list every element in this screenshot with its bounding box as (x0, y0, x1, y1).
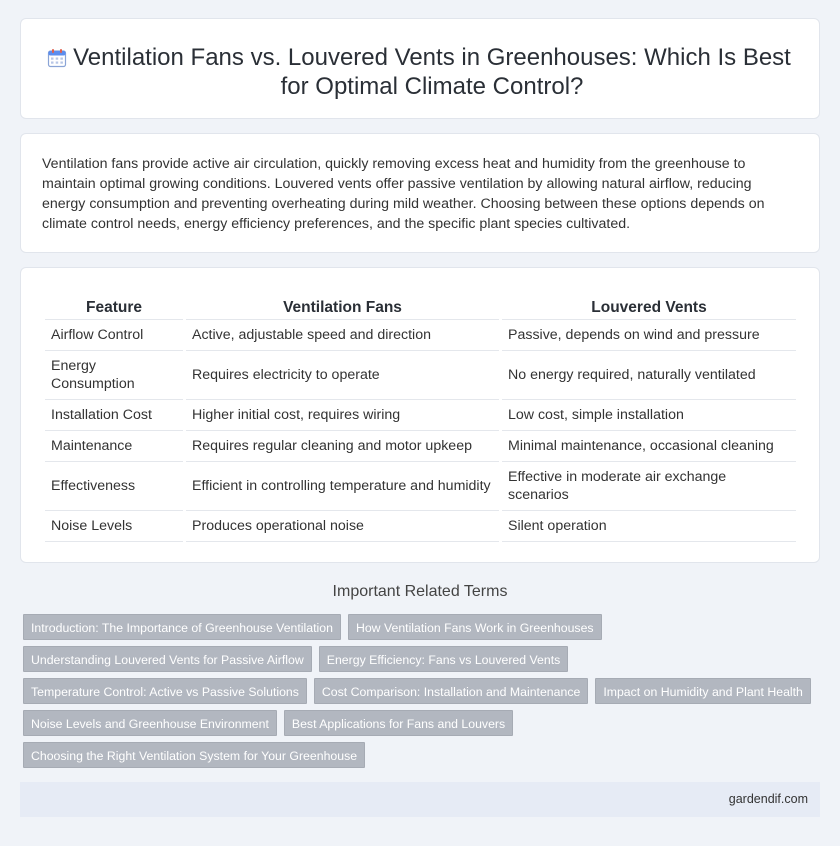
related-term-tag[interactable]: Energy Efficiency: Fans vs Louvered Vents (319, 646, 569, 672)
related-term-tag[interactable]: Temperature Control: Active vs Passive Solutions (23, 678, 307, 704)
header-ventilation-fans: Ventilation Fans (186, 295, 499, 320)
table-row (45, 320, 796, 351)
comparison-table-card (20, 267, 820, 563)
related-term-tag[interactable]: Noise Levels and Greenhouse Environment (23, 710, 277, 736)
table-cell-fans: Higher initial cost, requires wiring (186, 400, 499, 431)
table-cell-vents: Low cost, simple installation (502, 400, 796, 431)
intro-card (20, 133, 820, 253)
table-row (45, 431, 796, 462)
table-cell-feature: Effectiveness (45, 462, 183, 511)
table-row (45, 511, 796, 542)
related-term-tag[interactable]: Introduction: The Importance of Greenhouse Ventilation (23, 614, 341, 640)
table-cell-feature: Noise Levels (45, 511, 183, 542)
table-row (45, 400, 796, 431)
table-cell-feature: Maintenance (45, 431, 183, 462)
related-terms-heading: Important Related Terms (332, 583, 508, 600)
table-cell-vents: No energy required, naturally ventilated (502, 351, 796, 400)
table-cell-feature: Installation Cost (45, 400, 183, 431)
comparison-table (42, 295, 799, 542)
related-terms-tags (23, 614, 803, 774)
related-term-tag[interactable]: Understanding Louvered Vents for Passive Airflow (23, 646, 312, 672)
table-row (45, 351, 796, 400)
related-term-tag[interactable]: Impact on Humidity and Plant Health (595, 678, 811, 704)
table-row (45, 462, 796, 511)
table-cell-vents: Minimal maintenance, occasional cleaning (502, 431, 796, 462)
page-title: Ventilation Fans vs. Louvered Vents in Greenhouses: Which Is Best for Optimal Climate Control? (73, 44, 791, 100)
related-term-tag[interactable]: Choosing the Right Ventilation System for Your Greenhouse (23, 742, 365, 768)
related-term-tag[interactable]: How Ventilation Fans Work in Greenhouses (348, 614, 602, 640)
intro-paragraph: Ventilation fans provide active air circulation, quickly removing excess heat and humidity from the greenhouse to maintain optimal growing conditions. Louvered vents offer passive ventilation by allowing natural airflow, reducing energy consumption and preventing overheating during mild weather. Choosing between these options depends on climate control needs, energy efficiency preferences, and the specific plant species cultivated. (42, 156, 765, 232)
header-louvered-vents: Louvered Vents (502, 295, 796, 320)
related-term-tag[interactable]: Best Applications for Fans and Louvers (284, 710, 513, 736)
header-card (20, 18, 820, 119)
table-cell-fans: Requires electricity to operate (186, 351, 499, 400)
table-header-row (45, 295, 796, 320)
header-feature: Feature (45, 295, 183, 320)
table-cell-fans: Requires regular cleaning and motor upkeep (186, 431, 499, 462)
table-cell-vents: Passive, depends on wind and pressure (502, 320, 796, 351)
related-term-tag[interactable]: Cost Comparison: Installation and Maintenance (314, 678, 588, 704)
table-cell-vents: Effective in moderate air exchange scenarios (502, 462, 796, 511)
table-cell-fans: Efficient in controlling temperature and humidity (186, 462, 499, 511)
table-cell-feature: Airflow Control (45, 320, 183, 351)
footer-site-link[interactable]: gardendif.com (728, 792, 808, 806)
table-cell-fans: Produces operational noise (186, 511, 499, 542)
table-cell-feature: Energy Consumption (45, 351, 183, 400)
table-cell-vents: Silent operation (502, 511, 796, 542)
footer (20, 782, 820, 817)
table-cell-fans: Active, adjustable speed and direction (186, 320, 499, 351)
